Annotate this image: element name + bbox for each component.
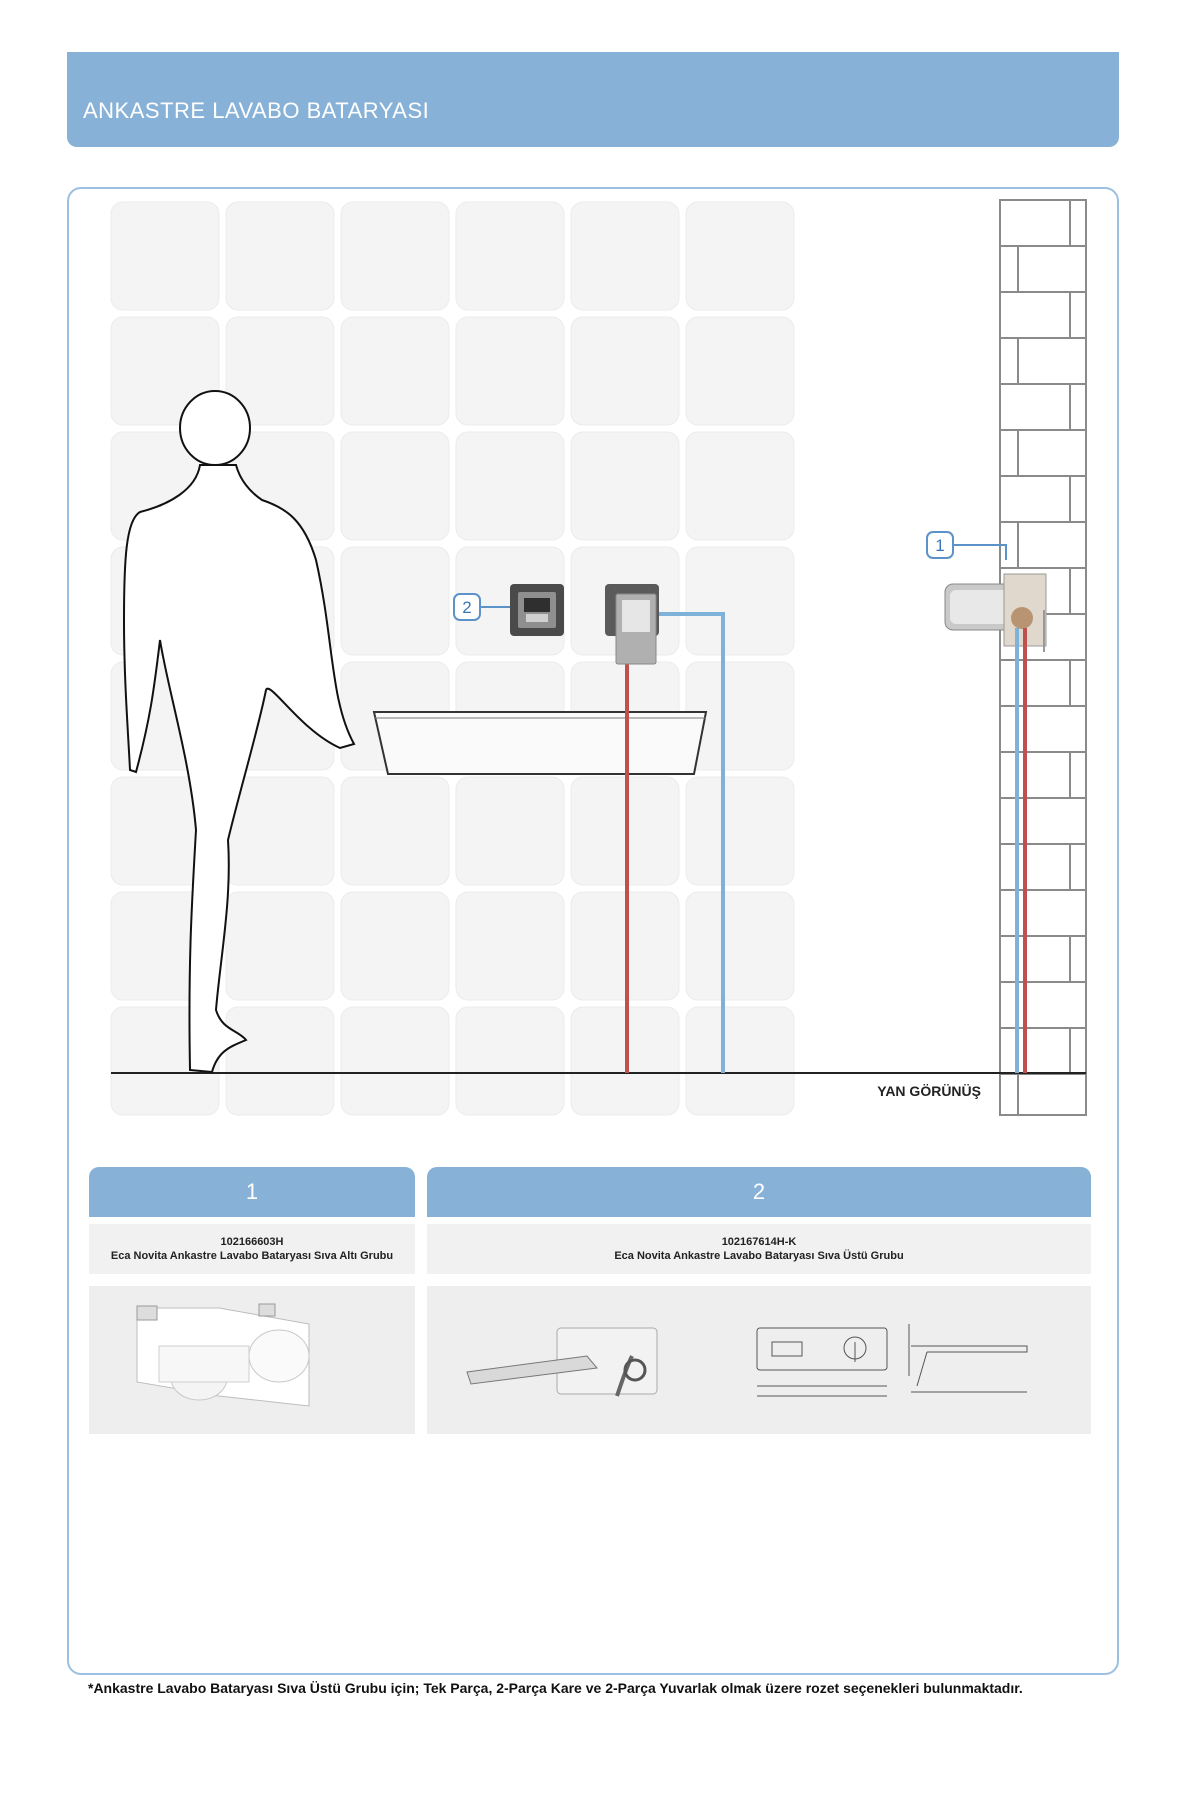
part-2-header: [427, 1167, 1091, 1217]
concealed-body-side-icon: [945, 574, 1046, 652]
spout-mixer-photo: [467, 1328, 657, 1396]
footnote: *Ankastre Lavabo Bataryası Sıva Üstü Grubu için; Tek Parça, 2-Parça Kare ve 2-Parça Yuvarlak olmak üzere rozet seçenekleri bulunmaktadır.: [88, 1680, 1023, 1696]
part-2-info: [427, 1224, 1091, 1274]
wall-tile: [686, 317, 794, 425]
part-1-image: [89, 1286, 415, 1434]
part-2-name: Eca Novita Ankastre Lavabo Bataryası Sıva Üstü Grubu: [614, 1250, 904, 1262]
part-2-number: 2: [752, 1179, 766, 1204]
surface-mixer-set-icon: [427, 1286, 1091, 1434]
wall-tile: [456, 777, 564, 885]
part-1-name: Eca Novita Ankastre Lavabo Bataryası Sıva Altı Grubu: [110, 1250, 394, 1262]
part-1-info: [89, 1224, 415, 1274]
side-view-label: YAN GÖRÜNÜŞ: [877, 1083, 981, 1099]
page-title: ANKASTRE LAVABO BATARYASI: [83, 98, 430, 123]
wall-tile: [456, 1007, 564, 1115]
wall-tile: [686, 202, 794, 310]
part-1-header: [89, 1167, 415, 1217]
wall-tile: [686, 547, 794, 655]
part-2-code: 102167614H-K: [721, 1236, 797, 1248]
brick-wall: [1000, 200, 1086, 1115]
wall-tile: [686, 432, 794, 540]
wall-tile: [111, 202, 219, 310]
wall-tile: [456, 202, 564, 310]
wall-tile: [686, 892, 794, 1000]
wall-tile: [686, 1007, 794, 1115]
washbasin-icon: [374, 712, 706, 774]
technical-drawing: [757, 1324, 1027, 1396]
callout-1: [927, 532, 1006, 560]
wall-tile: [571, 432, 679, 540]
wall-tile: [226, 892, 334, 1000]
wall-tile: [226, 1007, 334, 1115]
wall-tile: [456, 317, 564, 425]
wall-tile: [571, 202, 679, 310]
wall-tile: [226, 777, 334, 885]
wall-tile: [686, 777, 794, 885]
wall-tile: [571, 317, 679, 425]
part-1-number: 1: [245, 1179, 259, 1204]
callout-2-label: 2: [462, 598, 472, 617]
wall-tile: [341, 777, 449, 885]
callout-1-label: 1: [935, 536, 945, 555]
wall-tile: [456, 432, 564, 540]
wall-tile: [341, 317, 449, 425]
part-1-code: 102166603H: [220, 1236, 284, 1248]
part-2-image: [427, 1286, 1091, 1434]
wall-tile: [341, 547, 449, 655]
wall-tile: [456, 892, 564, 1000]
concealed-body-icon: [89, 1286, 415, 1434]
wall-tile: [341, 432, 449, 540]
wall-tile: [341, 202, 449, 310]
wall-tile: [341, 1007, 449, 1115]
spout-rosette-icon: [510, 584, 564, 636]
wall-tile: [226, 202, 334, 310]
wall-tile: [341, 892, 449, 1000]
